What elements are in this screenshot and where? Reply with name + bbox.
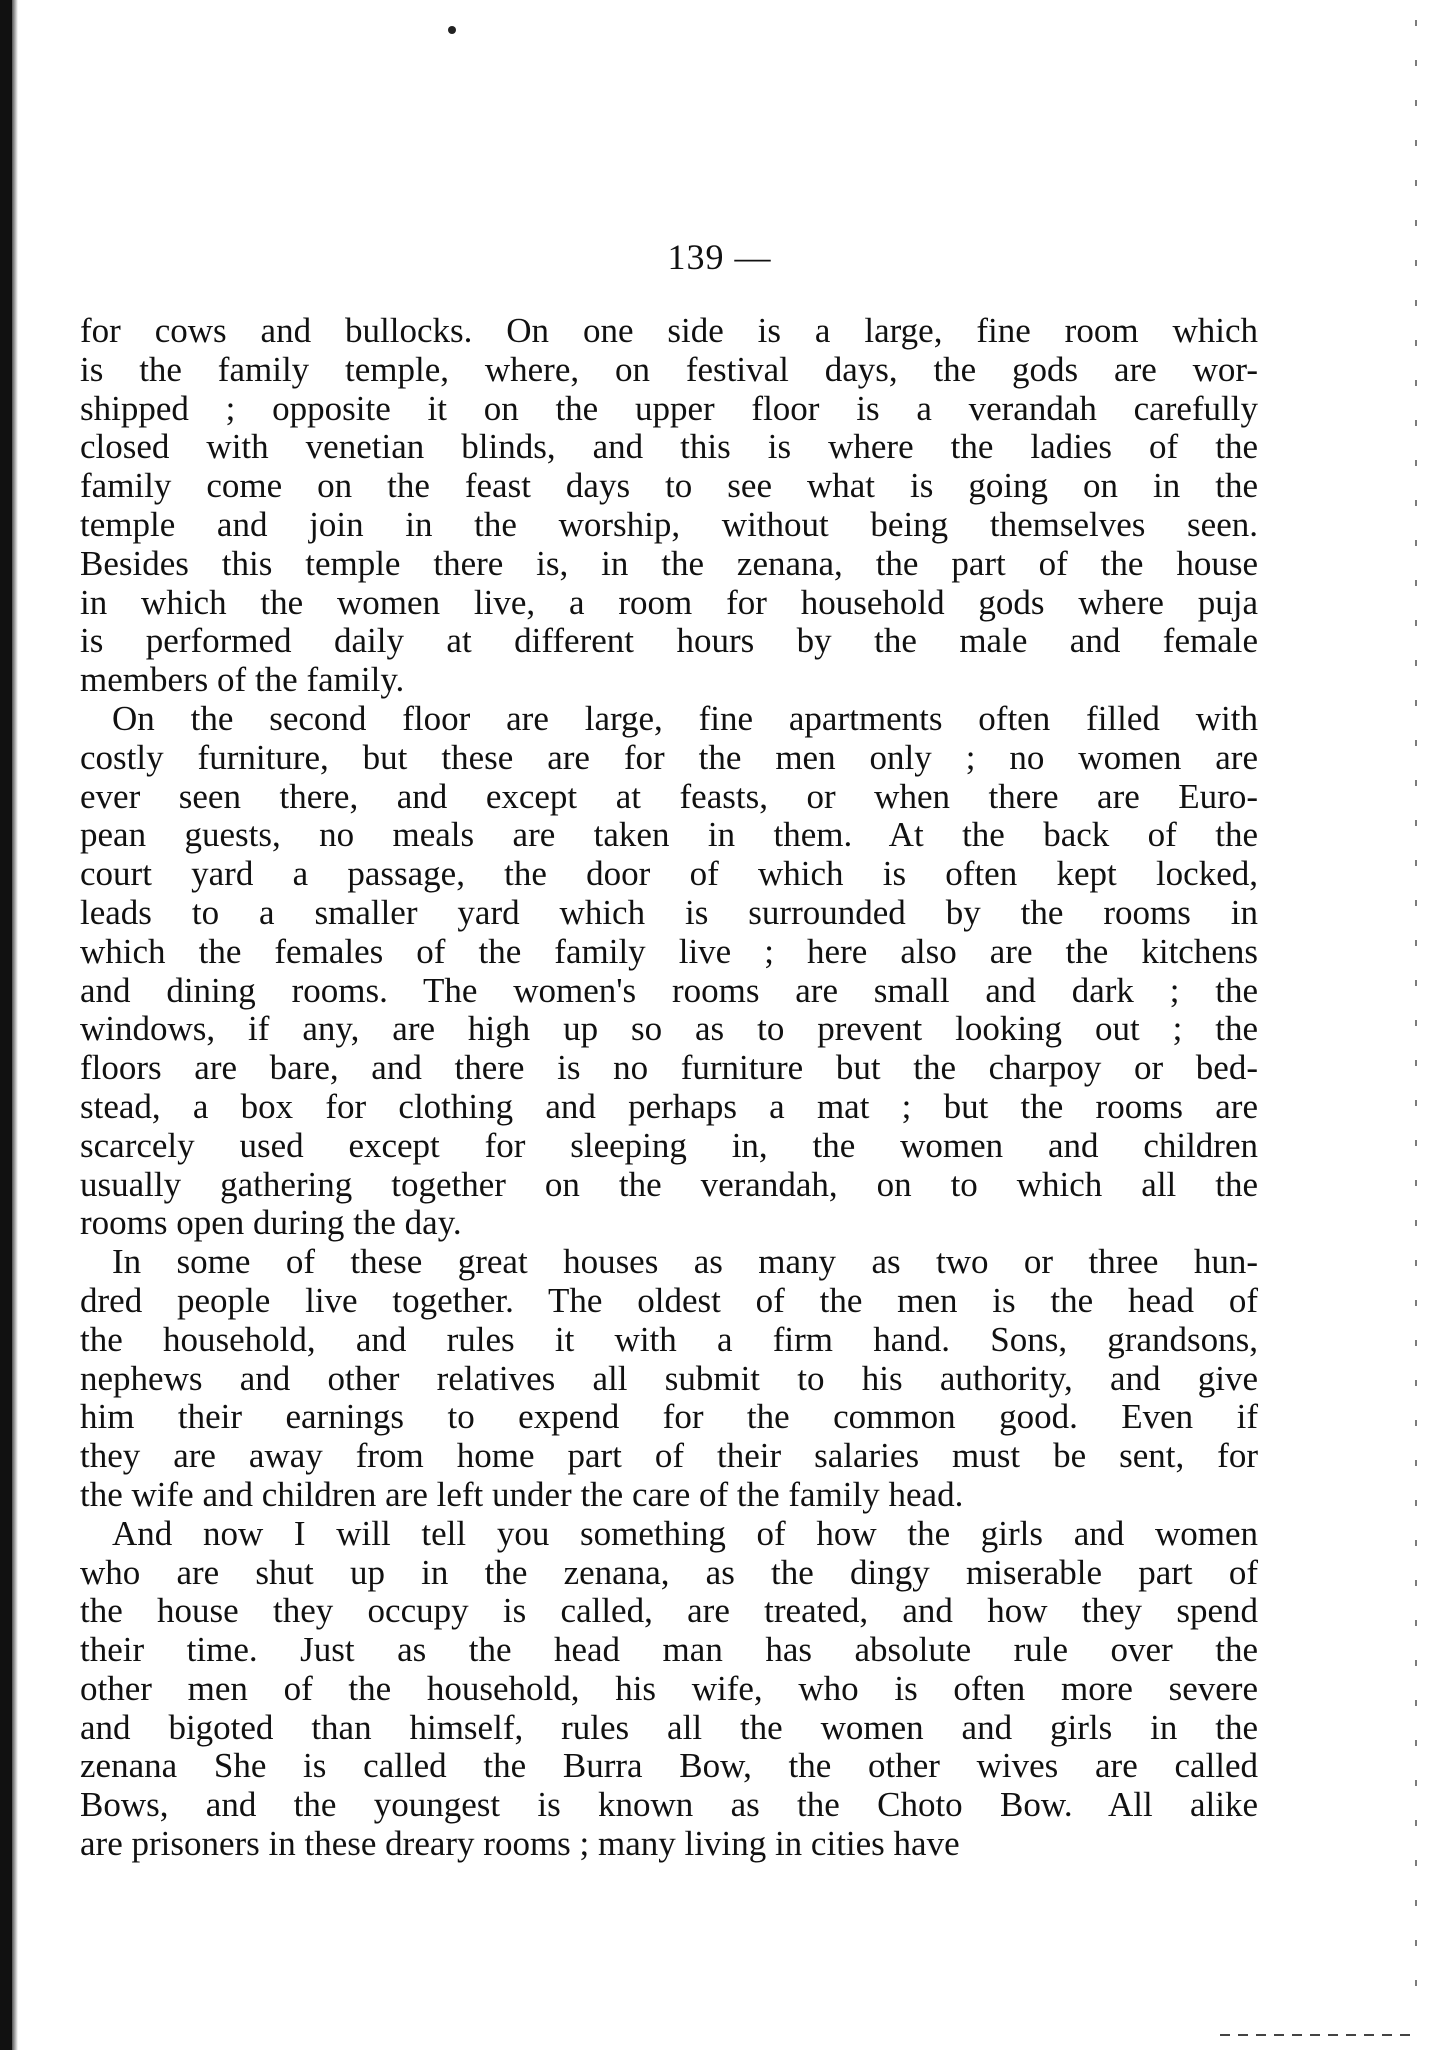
text-line: zenana She is called the Burra Bow, the other wives are called — [80, 1746, 1258, 1786]
text-line: family come on the feast days to see what is going on in the — [80, 466, 1258, 506]
text-line: is the family temple, where, on festival days, the gods are wor- — [80, 349, 1258, 389]
text-line: floors are bare, and there is no furniture but the charpoy or bed- — [80, 1048, 1258, 1088]
text-line: temple and join in the worship, without being themselves seen. — [80, 504, 1258, 544]
binding-edge-shadow — [12, 0, 18, 2050]
ink-speck — [448, 26, 456, 34]
text-line: On the second floor are large, fine apartments often filled with — [112, 698, 1258, 738]
text-line: closed with venetian blinds, and this is where the ladies of the — [80, 427, 1258, 467]
text-line: windows, if any, are high up so as to prevent looking out ; the — [80, 1009, 1258, 1049]
text-line: him their earnings to expend for the common good. Even if — [80, 1397, 1258, 1437]
text-line: who are shut up in the zenana, as the dingy miserable part of — [80, 1552, 1258, 1592]
paragraph — [80, 700, 1258, 1243]
text-line: and dining rooms. The women's rooms are small and dark ; the — [80, 970, 1258, 1010]
page-number: 139 — — [667, 237, 772, 277]
text-line: in which the women live, a room for household gods where puja — [80, 582, 1258, 622]
text-line: their time. Just as the head man has absolute rule over the — [80, 1630, 1258, 1670]
text-line: dred people live together. The oldest of the men is the head of — [80, 1280, 1258, 1320]
text-line: usually gathering together on the verandah, on to which all the — [80, 1164, 1258, 1204]
text-line: is performed daily at different hours by the male and female — [80, 621, 1258, 661]
text-line: scarcely used except for sleeping in, the women and children — [80, 1125, 1258, 1165]
text-line: they are away from home part of their salaries must be sent, for — [80, 1436, 1258, 1476]
body-text — [80, 312, 1258, 1864]
text-line: In some of these great houses as many as two or three hun- — [112, 1242, 1258, 1282]
text-line: stead, a box for clothing and perhaps a mat ; but the rooms are — [80, 1086, 1258, 1126]
text-line: shipped ; opposite it on the upper floor is a verandah carefully — [80, 388, 1258, 428]
text-line: for cows and bullocks. On one side is a large, fine room which — [80, 311, 1258, 350]
text-line: are prisoners in these dreary rooms ; many living in cities have — [80, 1824, 960, 1864]
text-line: leads to a smaller yard which is surrounded by the rooms in — [80, 892, 1258, 932]
bottom-edge-marks — [1220, 2034, 1410, 2036]
text-line: And now I will tell you something of how the girls and women — [112, 1513, 1258, 1553]
text-line: and bigoted than himself, rules all the women and girls in the — [80, 1707, 1258, 1747]
paragraph — [80, 1243, 1258, 1515]
text-line: rooms open during the day. — [80, 1203, 462, 1243]
text-line: ever seen there, and except at feasts, or when there are Euro- — [80, 776, 1258, 816]
paragraph — [80, 312, 1258, 700]
text-line: members of the family. — [80, 660, 405, 700]
text-line: the house they occupy is called, are treated, and how they spend — [80, 1591, 1258, 1631]
binding-edge — [0, 0, 12, 2050]
text-line: other men of the household, his wife, who is often more severe — [80, 1668, 1258, 1708]
text-line: the household, and rules it with a firm hand. Sons, grandsons, — [80, 1319, 1258, 1359]
text-line: court yard a passage, the door of which is often kept locked, — [80, 854, 1258, 894]
text-line: which the females of the family live ; here also are the kitchens — [80, 931, 1258, 971]
text-line: the wife and children are left under the care of the family head. — [80, 1474, 964, 1514]
page-edge-marks — [1415, 20, 1417, 2020]
text-line: costly furniture, but these are for the men only ; no women are — [80, 737, 1258, 777]
text-line: nephews and other relatives all submit to his authority, and give — [80, 1358, 1258, 1398]
paragraph — [80, 1515, 1258, 1864]
text-line: pean guests, no meals are taken in them. At the back of the — [80, 815, 1258, 855]
text-line: Bows, and the youngest is known as the Choto Bow. All alike — [80, 1785, 1258, 1825]
text-line: Besides this temple there is, in the zenana, the part of the house — [80, 543, 1258, 583]
